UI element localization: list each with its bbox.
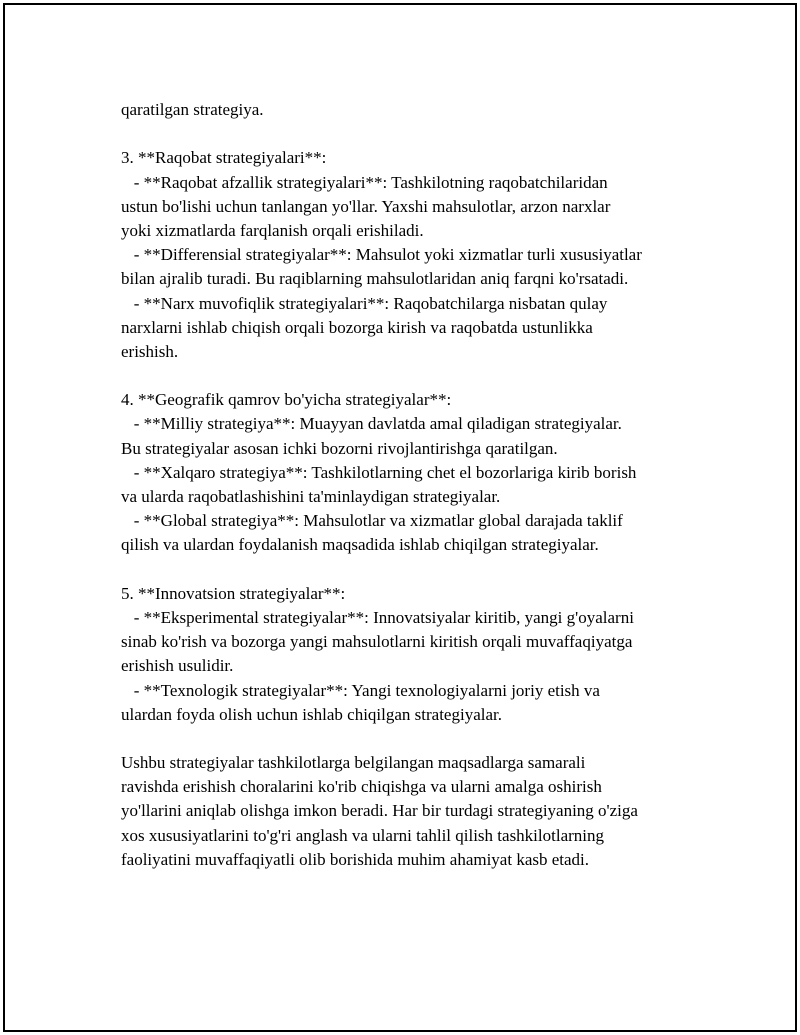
text-line: qaratilgan strategiya. [121,100,264,119]
list-item [121,679,721,727]
text-line: - **Global strategiya**: Mahsulotlar va xizmatlar global darajada taklif [121,511,623,531]
page-frame [3,3,797,1032]
section-geografik-qamrov [121,388,721,557]
text-line: - **Milliy strategiya**: Muayyan davlatda amal qiladigan strategiyalar. [121,414,622,434]
text-line: - **Narx muvofiqlik strategiyalari**: Raqobatchilarga nisbatan qulay [121,293,608,313]
list-item [121,461,721,509]
conclusion-paragraph [121,751,721,872]
list-item [121,606,721,679]
text-line: narxlarni ishlab chiqish orqali bozorga kirish va raqobatda ustunlikka [121,317,593,337]
text-line: faoliyatini muvaffaqiyatli olib borishida muhim ahamiyat kasb etadi. [121,849,590,869]
list-item [121,292,721,365]
text-line: - **Differensial strategiyalar**: Mahsulot yoki xizmatlar turli xususiyatlar [121,245,642,265]
section-heading: 3. **Raqobat strategiyalari**: [121,148,327,168]
text-line: ustun bo'lishi uchun tanlangan yo'llar. Yaxshi mahsulotlar, arzon narxlar [121,196,611,216]
text-line: sinab ko'rish va bozorga yangi mahsulotlarni kiritish orqali muvaffaqiyatga [121,632,633,652]
section-raqobat-strategiyalari [121,146,721,364]
text-line: Bu strategiyalar asosan ichki bozorni rivojlantirishga qaratilgan. [121,438,558,458]
text-line: bilan ajralib turadi. Bu raqiblarning mahsulotlaridan aniq farqni ko'rsatadi. [121,269,629,289]
text-line: - **Texnologik strategiyalar**: Yangi texnologiyalarni joriy etish va [121,680,600,700]
text-line: - **Xalqaro strategiya**: Tashkilotlarning chet el bozorlariga kirib borish [121,462,637,482]
text-line: Ushbu strategiyalar tashkilotlarga belgilangan maqsadlarga samarali [121,753,586,773]
text-line: va ularda raqobatlashishini ta'minlaydigan strategiyalar. [121,487,501,506]
list-item [121,171,721,244]
list-item [121,509,721,557]
text-line: - **Raqobat afzallik strategiyalari**: Tashkilotning raqobatchilaridan [121,172,608,192]
text-line: ulardan foyda olish uchun ishlab chiqilgan strategiyalar. [121,704,502,724]
text-line: xos xususiyatlarini to'g'ri anglash va ularni tahlil qilish tashkilotlarning [121,825,605,845]
text-line: ravishda erishish choralarini ko'rib chiqishga va ularni amalga oshirish [121,777,602,797]
text-line: yoki xizmatlarda farqlanish orqali erishiladi. [121,220,424,240]
section-heading: 5. **Innovatsion strategiyalar**: [121,583,346,603]
text-line: yo'llarini aniqlab olishga imkon beradi. Har bir turdagi strategiyaning o'ziga [121,801,638,821]
section-innovatsion-strategiyalar [121,582,721,727]
text-line: qilish va ulardan foydalanish maqsadida ishlab chiqilgan strategiyalar. [121,535,599,555]
list-item [121,412,721,460]
list-item [121,243,721,291]
text-line: erishish usulidir. [121,656,234,676]
document-body [121,98,721,872]
intro-paragraph-tail [121,98,721,122]
text-line: erishish. [121,341,179,361]
text-line: - **Eksperimental strategiyalar**: Innovatsiyalar kiritib, yangi g'oyalarni [121,607,634,627]
section-heading: 4. **Geografik qamrov bo'yicha strategiyalar**: [121,390,452,410]
